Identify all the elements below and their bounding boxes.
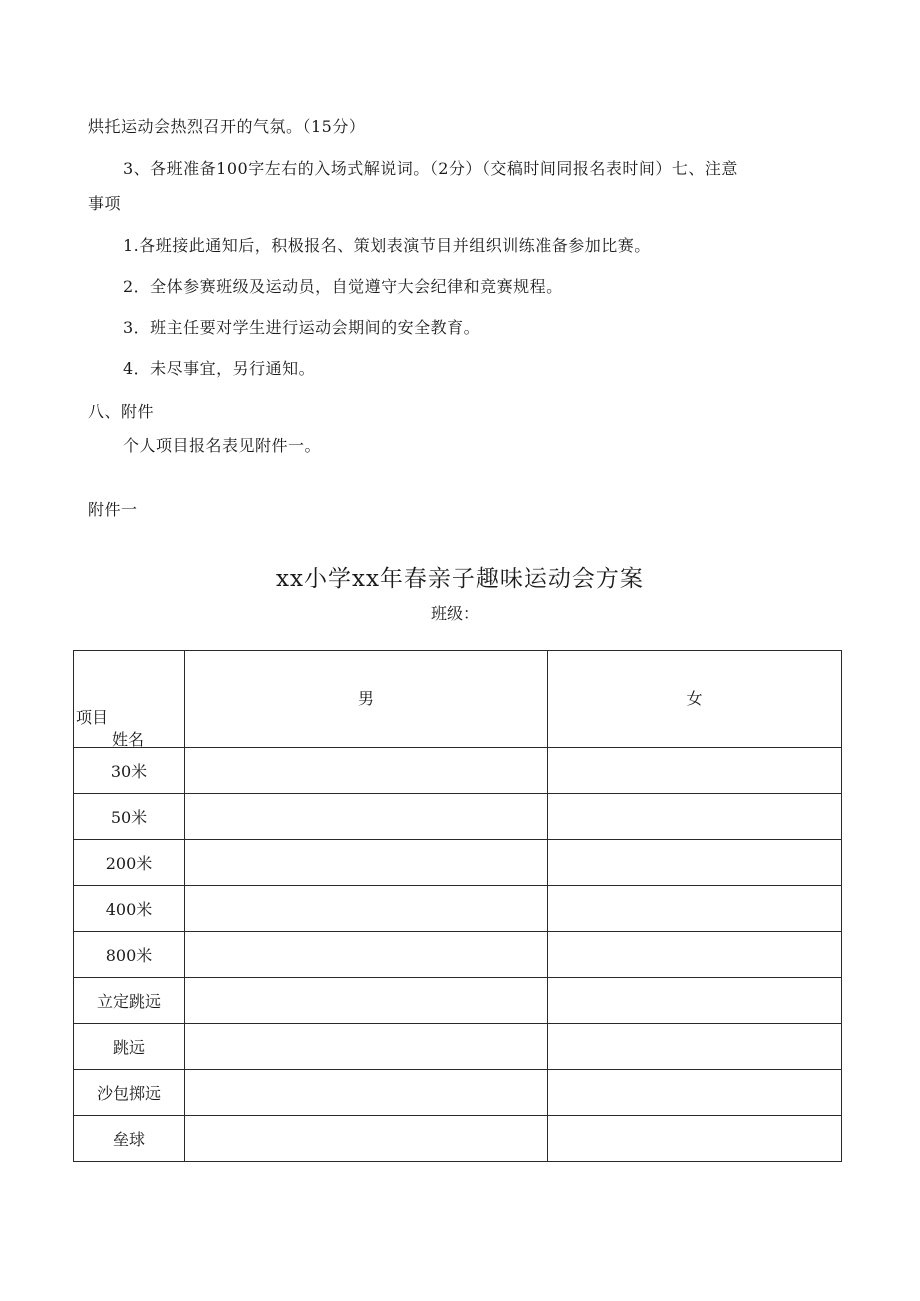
female-entry-cell[interactable] [548,932,842,978]
class-label: 班级： [430,604,479,623]
note-item-1: 1.各班接此通知后，积极报名、策划表演节目并组织训练准备参加比赛。 [123,236,651,255]
registration-table [73,650,842,1162]
event-name-cell: 立定跳远 [74,978,185,1024]
male-entry-cell[interactable] [185,978,548,1024]
table-row [74,840,842,886]
note-item-2: 2．全体参赛班级及运动员，自觉遵守大会纪律和竞赛规程。 [123,277,563,296]
table-row [74,932,842,978]
table-row [74,1070,842,1116]
male-entry-cell[interactable] [185,886,548,932]
male-entry-cell[interactable] [185,1116,548,1162]
attachment-label: 附件一 [88,500,138,519]
event-name-cell: 400米 [74,886,185,932]
table-header-row [74,651,842,748]
male-entry-cell[interactable] [185,840,548,886]
table-row [74,1024,842,1070]
male-entry-cell[interactable] [185,748,548,794]
female-entry-cell[interactable] [548,1116,842,1162]
note-item-3: 3．班主任要对学生进行运动会期间的安全教育。 [123,318,481,337]
table-row [74,886,842,932]
paragraph-commentary: 3、各班准备100字左右的入场式解说词。（2分）（交稿时间同报名表时间）七、注意 [123,159,738,178]
male-entry-cell[interactable] [185,932,548,978]
female-entry-cell[interactable] [548,840,842,886]
event-name-cell: 30米 [74,748,185,794]
male-entry-cell[interactable] [185,1070,548,1116]
corner-cell [74,651,185,748]
table-row [74,978,842,1024]
male-entry-cell[interactable] [185,794,548,840]
table-row [74,748,842,794]
event-name-cell: 800米 [74,932,185,978]
event-name-cell: 沙包掷远 [74,1070,185,1116]
event-name-cell: 200米 [74,840,185,886]
column-header-female: 女 [548,651,842,748]
event-name-cell: 跳远 [74,1024,185,1070]
female-entry-cell[interactable] [548,794,842,840]
note-item-4: 4．未尽事宜，另行通知。 [123,359,316,378]
section-heading-attachments: 八、附件 [88,402,155,421]
paragraph-commentary-cont: 事项 [88,194,122,213]
paragraph-attachment-ref: 个人项目报名表见附件一。 [123,436,322,455]
male-entry-cell[interactable] [185,1024,548,1070]
form-title: xx小学xx年春亲子趣味运动会方案 [276,566,644,592]
female-entry-cell[interactable] [548,978,842,1024]
female-entry-cell[interactable] [548,1024,842,1070]
corner-label-event: 项目 [76,708,109,727]
corner-label-name: 姓名 [112,730,145,749]
table-row [74,794,842,840]
female-entry-cell[interactable] [548,886,842,932]
column-header-male: 男 [185,651,548,748]
event-name-cell: 垒球 [74,1116,185,1162]
female-entry-cell[interactable] [548,748,842,794]
paragraph-atmosphere: 烘托运动会热烈召开的气氛。（15分） [88,117,366,136]
table-row [74,1116,842,1162]
female-entry-cell[interactable] [548,1070,842,1116]
event-name-cell: 50米 [74,794,185,840]
